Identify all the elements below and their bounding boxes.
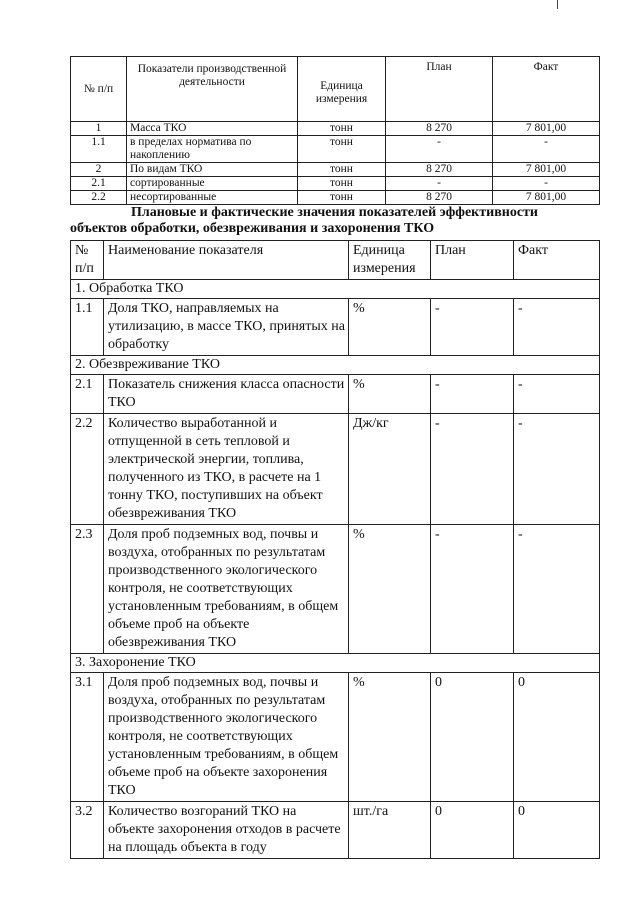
table-row — [71, 191, 600, 205]
row-unit: шт./га — [349, 802, 431, 859]
table-row — [71, 802, 600, 859]
row-fact: 7 801,00 — [493, 191, 600, 205]
row-name: сортированные — [127, 177, 298, 191]
row-fact: - — [514, 414, 600, 525]
row-plan: 8 270 — [386, 163, 493, 177]
col-header-number: № п/п — [71, 57, 127, 122]
row-fact: - — [514, 299, 600, 356]
row-fact: - — [493, 177, 600, 191]
row-plan: 8 270 — [386, 122, 493, 136]
section-row — [71, 654, 600, 673]
row-unit: Дж/кг — [349, 414, 431, 525]
row-plan: - — [431, 375, 514, 414]
section-row — [71, 356, 600, 375]
row-number: 3.1 — [71, 673, 104, 802]
col-header-fact: Факт — [514, 241, 600, 280]
row-fact: 0 — [514, 802, 600, 859]
row-name: Доля ТКО, направляемых на утилизацию, в массе ТКО, принятых на обработку — [104, 299, 349, 356]
production-indicators-table — [70, 56, 600, 205]
table-row — [71, 136, 600, 163]
page-edge-mark — [557, 0, 558, 9]
col-header-plan: План — [386, 57, 493, 122]
table-row — [71, 375, 600, 414]
row-fact: - — [493, 136, 600, 163]
row-plan: 0 — [431, 673, 514, 802]
table-header-row — [71, 241, 600, 280]
row-name: Доля проб подземных вод, почвы и воздуха, отобранных по результатам производственного экологического контроля, не соответствующих установленным требованиям, в общем объеме проб на объекте обезвреживания ТКО — [104, 525, 349, 654]
row-number: 2.2 — [71, 414, 104, 525]
row-number: 2.1 — [71, 375, 104, 414]
row-plan: 8 270 — [386, 191, 493, 205]
row-fact: - — [514, 375, 600, 414]
row-fact: 7 801,00 — [493, 122, 600, 136]
row-number: 2.1 — [71, 177, 127, 191]
row-number: 2 — [71, 163, 127, 177]
col-header-number: № п/п — [71, 241, 104, 280]
row-plan: - — [386, 177, 493, 191]
row-unit: % — [349, 375, 431, 414]
table-row — [71, 525, 600, 654]
row-plan: 0 — [431, 802, 514, 859]
section-title: 2. Обезвреживание ТКО — [71, 356, 600, 375]
row-plan: - — [431, 299, 514, 356]
section-row — [71, 280, 600, 299]
row-unit: тонн — [298, 122, 386, 136]
row-unit: тонн — [298, 177, 386, 191]
col-header-indicator: Наименование показателя — [104, 241, 349, 280]
col-header-unit: Единица измерения — [349, 241, 431, 280]
table-row — [71, 673, 600, 802]
row-name: Количество выработанной и отпущенной в сеть тепловой и электрической энергии, топлива, полученного из ТКО, в расчете на 1 тонну ТКО, поступивших на объект обезвреживания ТКО — [104, 414, 349, 525]
row-fact: - — [514, 525, 600, 654]
row-name: в пределах норматива по накоплению — [127, 136, 298, 163]
row-number: 1.1 — [71, 136, 127, 163]
col-header-fact: Факт — [493, 57, 600, 122]
row-unit: % — [349, 673, 431, 802]
row-name: Количество возгораний ТКО на объекте захоронения отходов в расчете на площадь объекта в году — [104, 802, 349, 859]
row-unit: тонн — [298, 136, 386, 163]
row-unit: % — [349, 525, 431, 654]
row-plan: - — [386, 136, 493, 163]
row-plan: - — [431, 414, 514, 525]
row-name: Доля проб подземных вод, почвы и воздуха, отобранных по результатам производственного экологического контроля, не соответствующих установленным требованиям, в общем объеме проб на объекте захоронения ТКО — [104, 673, 349, 802]
col-header-indicator: Показатели производственной деятельности — [127, 57, 298, 122]
col-header-unit: Единица измерения — [298, 57, 386, 122]
table-row — [71, 122, 600, 136]
row-name: Масса ТКО — [127, 122, 298, 136]
row-fact: 0 — [514, 673, 600, 802]
row-number: 2.2 — [71, 191, 127, 205]
row-fact: 7 801,00 — [493, 163, 600, 177]
row-unit: % — [349, 299, 431, 356]
col-header-plan: План — [431, 241, 514, 280]
row-unit: тонн — [298, 163, 386, 177]
table-header-row — [71, 57, 600, 122]
row-name: По видам ТКО — [127, 163, 298, 177]
table-row — [71, 163, 600, 177]
heading-line-2: объектов обработки, обезвреживания и захоронения ТКО — [70, 221, 435, 236]
row-number: 3.2 — [71, 802, 104, 859]
efficiency-indicators-table — [70, 240, 600, 859]
table-row — [71, 414, 600, 525]
row-name: несортированные — [127, 191, 298, 205]
section-title: 3. Захоронение ТКО — [71, 654, 600, 673]
heading-line-1: Плановые и фактические значения показателей эффективности — [131, 205, 538, 220]
row-unit: тонн — [298, 191, 386, 205]
section-heading — [70, 205, 599, 237]
row-number: 1.1 — [71, 299, 104, 356]
section-title: 1. Обработка ТКО — [71, 280, 600, 299]
row-number: 1 — [71, 122, 127, 136]
row-number: 2.3 — [71, 525, 104, 654]
row-name: Показатель снижения класса опасности ТКО — [104, 375, 349, 414]
table-row — [71, 177, 600, 191]
table-row — [71, 299, 600, 356]
row-plan: - — [431, 525, 514, 654]
